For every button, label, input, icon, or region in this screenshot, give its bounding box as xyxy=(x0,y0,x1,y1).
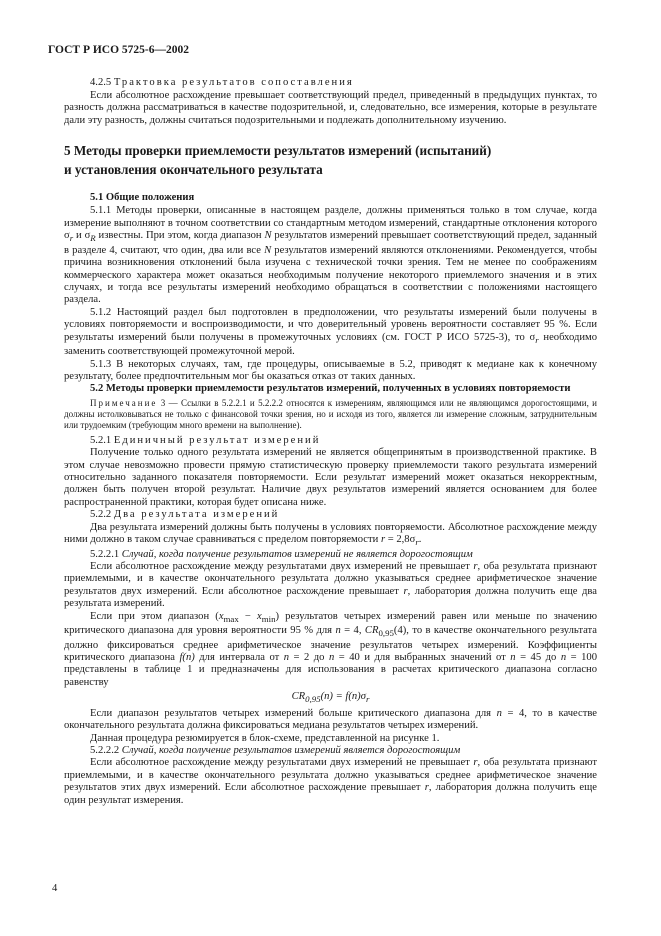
standard-header: ГОСТ Р ИСО 5725-6—2002 xyxy=(48,44,190,56)
clause-5-2-2-2-p1: Если абсолютное расхождение между результатами двух измерений не превышает r, оба результата признают приемлемыми, и в качестве окончательного результата должно указываться среднее арифметическое значение результатов этих двух измерений. Если абсолютное расхождение превышает r, лаборатория должна получить еще один результат измерения. xyxy=(64,757,597,806)
subsection-5-2-title: 5.2 Методы проверки приемлемости результатов измерений, полученных в условиях повторяемости xyxy=(90,383,571,395)
clause-5-2-1-text: Получение только одного результата измерений не является общепринятым в производственной практике. В этом случае невозможно провести прямую статистическую проверку приемлемости такого результата измерений относительно заданного показателя повторяемости. Если результат измерений может оказаться некорректным, должен быть получен второй результат. Наличие двух результатов измерений является основанием для более распространенной практики, которая будет описана ниже. xyxy=(64,447,597,508)
clause-5-2-2-2-heading: 5.2.2.2 Случай, когда получение результатов измерений является дорогостоящим xyxy=(90,744,461,756)
section-5-title: 5 Методы проверки приемлемости результатов измерений (испытаний) и установления окончательного результата xyxy=(64,143,492,178)
clause-4-2-5-text: Если абсолютное расхождение превышает соответствующий предел, приведенный в предыдущих пунктах, то разность должна рассматриваться в качестве подозрительной, и, следовательно, все измерения, которые в результате дали эту разность, должны считаться подозрительными и подлежать дополнительному изучению. xyxy=(64,89,597,126)
clause-5-2-2-1-p4: Данная процедура резюмируется в блок-схеме, представленной на рисунке 1. xyxy=(90,732,440,744)
clause-4-2-5-heading: 4.2.5 Трактовка результатов сопоставления xyxy=(90,77,354,89)
clause-5-2-2-text: Два результата измерений должны быть получены в условиях повторяемости. Абсолютное расхождение между ними должно в таком случае сравниваться с пределом повторяемости $r = 2,8\sigma_r$. xyxy=(64,521,597,548)
clause-5-2-2-1-p2: Если при этом диапазон $(x_{max} - x_{min})$ результатов четырех измерений равен или меньше по значению критического диапазона для уровня вероятности 95 % для n = 4, $CR_{0,95}(4)$, то в качестве окончательного результата должно фиксироваться среднее арифметическое значение результатов четырех измерений. Коэффициенты критического диапазона f(n) для интервала от n = 2 до n = 40 и для выбранных значений от n = 45 до n = 100 представлены в таблице 1 и предназначены для использования в расчетах критического диапазона согласно равенству xyxy=(64,610,597,688)
clause-5-2-2-1-p3: Если диапазон результатов четырех измерений больше критического диапазона для n = 4, то в качестве окончательного результата должна фиксироваться медиана результатов четырех измерений. xyxy=(64,707,597,732)
subsection-5-1-title: 5.1 Общие положения xyxy=(90,192,195,204)
page-number: 4 xyxy=(52,883,58,894)
clause-5-2-2-1-heading: 5.2.2.1 Случай, когда получение результатов измерений не является дорогостоящим xyxy=(90,548,473,560)
clause-5-2-1-heading: 5.2.1 Единичный результат измерений xyxy=(90,434,321,446)
clause-5-1-2: 5.1.2 Настоящий раздел был подготовлен в предположении, что результаты измерений были получены в условиях повторяемости и воспроизводимости, и что доверительный уровень вероятности составляет 95 %. Если результаты измерений были получены в промежуточных условиях (см. ГОСТ Р ИСО 5725-3), то $\sigma_r$ необходимо заменить соответствующей промежуточной мерой. xyxy=(64,306,598,358)
critical-range-formula: $CR_{0,95}(n) = f(n)\sigma_r$ xyxy=(291,691,370,705)
clause-5-1-1: 5.1.1 Методы проверки, описанные в настоящем разделе, должны применяться только в том случае, когда измерение выполняют в точном соответствии со стандартным методом измерений, стандартные отклонения которого $\sigma_r$ и $\sigma_R$ известны. При этом, когда диапазон N результатов измерений превышает соответствующий предел, заданный в разделе 4, считают, что один, два или все N результатов измерений являются отклонениями. Рекомендуется, чтобы причина возникновения отклонений была изучена с технической точки зрения. Тем не менее по соображениям коммерческого характера может оказаться необходимым получение некоторого приемлемого значения и в этих случаях, и тогда все результаты измерений необходимо обращаться в соответствии с положениями настоящего раздела. xyxy=(64,205,597,306)
clause-title: Трактовка результатов сопоставления xyxy=(113,77,354,89)
clause-5-2-2-heading: 5.2.2 Два результата измерений xyxy=(90,509,280,521)
clause-5-2-2-1-p1: Если абсолютное расхождение между результатами двух измерений не превышает r, оба результата признают приемлемыми, и в качестве окончательного результата должно указываться среднее арифметическое значение результатов двух измерений. Если абсолютное расхождение превышает r, лаборатория должна получить еще два результата измерений. xyxy=(64,560,597,610)
clause-5-1-3: 5.1.3 В некоторых случаях, там, где процедуры, описываемые в 5.2, приводят к медиане как к конечному результату, более предпочтительным мог бы оказаться отказ от таких данных. xyxy=(64,358,597,382)
note-3: Примечание 3 — Ссылки в 5.2.2.1 и 5.2.2.2 относятся к измерениям, являющимся или не являющимся дорогостоящими, и должны истолковываться не только с финансовой точки зрения, но и исходя из того, является ли измерение сложным, затруднительным или трудоемким (требующим много времени на выполнение). xyxy=(64,397,597,430)
